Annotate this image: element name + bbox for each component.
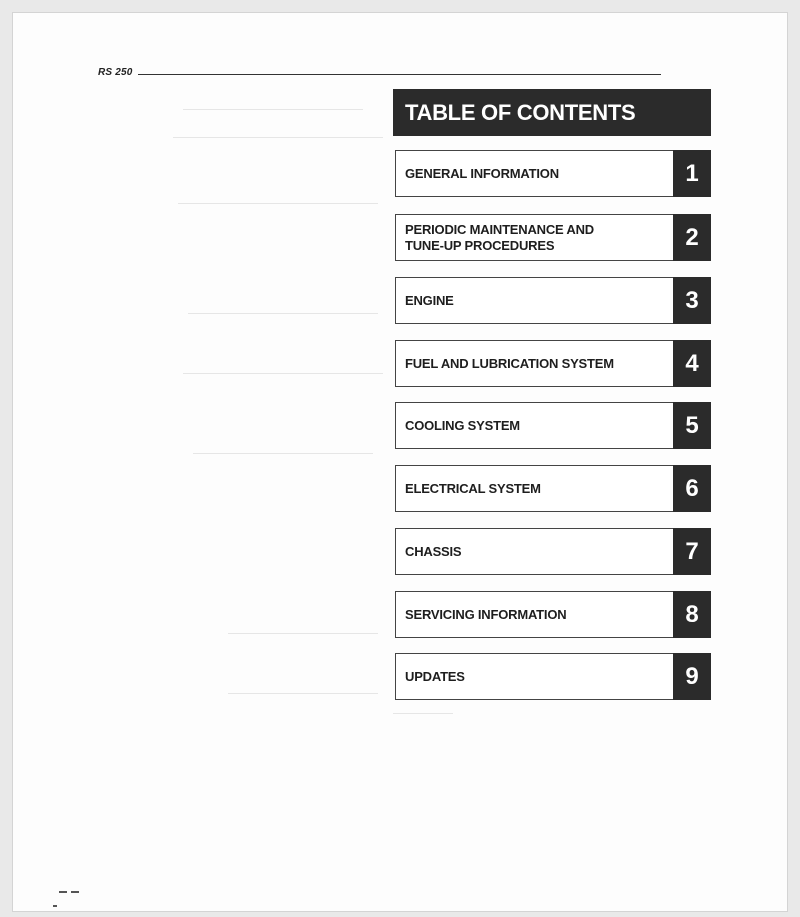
toc-entry-label: ELECTRICAL SYSTEM — [405, 480, 541, 496]
toc-entry-chassis[interactable] — [395, 528, 711, 575]
toc-entry-label-box — [395, 465, 673, 512]
toc-entry-label: ENGINE — [405, 292, 454, 308]
toc-entry-periodic-maintenance[interactable] — [395, 214, 711, 261]
toc-entry-number: 2 — [673, 214, 711, 261]
toc-entry-label: FUEL AND LUBRICATION SYSTEM — [405, 355, 614, 371]
toc-entry-updates[interactable] — [395, 653, 711, 700]
bleed-through-line — [178, 203, 378, 204]
toc-entry-electrical-system[interactable] — [395, 465, 711, 512]
toc-entry-servicing-information[interactable] — [395, 591, 711, 638]
header-rule — [138, 74, 661, 75]
toc-entry-general-information[interactable] — [395, 150, 711, 197]
toc-entry-engine[interactable] — [395, 277, 711, 324]
toc-entry-label-box — [395, 277, 673, 324]
toc-entry-label-box — [395, 150, 673, 197]
toc-entry-label: SERVICING INFORMATION — [405, 606, 567, 622]
toc-entry-number: 9 — [673, 653, 711, 700]
toc-entry-number: 5 — [673, 402, 711, 449]
toc-entry-number: 8 — [673, 591, 711, 638]
toc-entry-label: COOLING SYSTEM — [405, 417, 520, 433]
bleed-through-line — [173, 137, 383, 138]
toc-entry-label-box — [395, 528, 673, 575]
bleed-through-line — [393, 713, 453, 714]
toc-entry-label: PERIODIC MAINTENANCE AND TUNE-UP PROCEDURES — [405, 221, 595, 253]
toc-entry-number: 4 — [673, 340, 711, 387]
bleed-through-line — [188, 313, 378, 314]
toc-entry-label: GENERAL INFORMATION — [405, 165, 559, 181]
bleed-through-line — [183, 373, 383, 374]
toc-entry-number: 3 — [673, 277, 711, 324]
bleed-through-line — [183, 109, 363, 110]
toc-entry-label: CHASSIS — [405, 543, 462, 559]
toc-entry-label: UPDATES — [405, 668, 465, 684]
toc-entry-label-box — [395, 340, 673, 387]
scan-mark — [71, 891, 79, 893]
scan-mark — [53, 905, 57, 907]
toc-entry-number: 7 — [673, 528, 711, 575]
toc-entry-cooling-system[interactable] — [395, 402, 711, 449]
toc-entry-fuel-and-lubrication[interactable] — [395, 340, 711, 387]
toc-entry-label-box — [395, 591, 673, 638]
bleed-through-line — [193, 453, 373, 454]
bleed-through-line — [228, 693, 378, 694]
toc-title: TABLE OF CONTENTS — [393, 89, 711, 136]
toc-entry-number: 1 — [673, 150, 711, 197]
document-page — [12, 12, 788, 912]
toc-entry-label-box — [395, 402, 673, 449]
scan-mark — [59, 891, 67, 893]
manual-model-label: RS 250 — [98, 67, 133, 78]
bleed-through-line — [228, 633, 378, 634]
toc-entry-number: 6 — [673, 465, 711, 512]
toc-entry-label-box — [395, 653, 673, 700]
toc-entry-label-box — [395, 214, 673, 261]
